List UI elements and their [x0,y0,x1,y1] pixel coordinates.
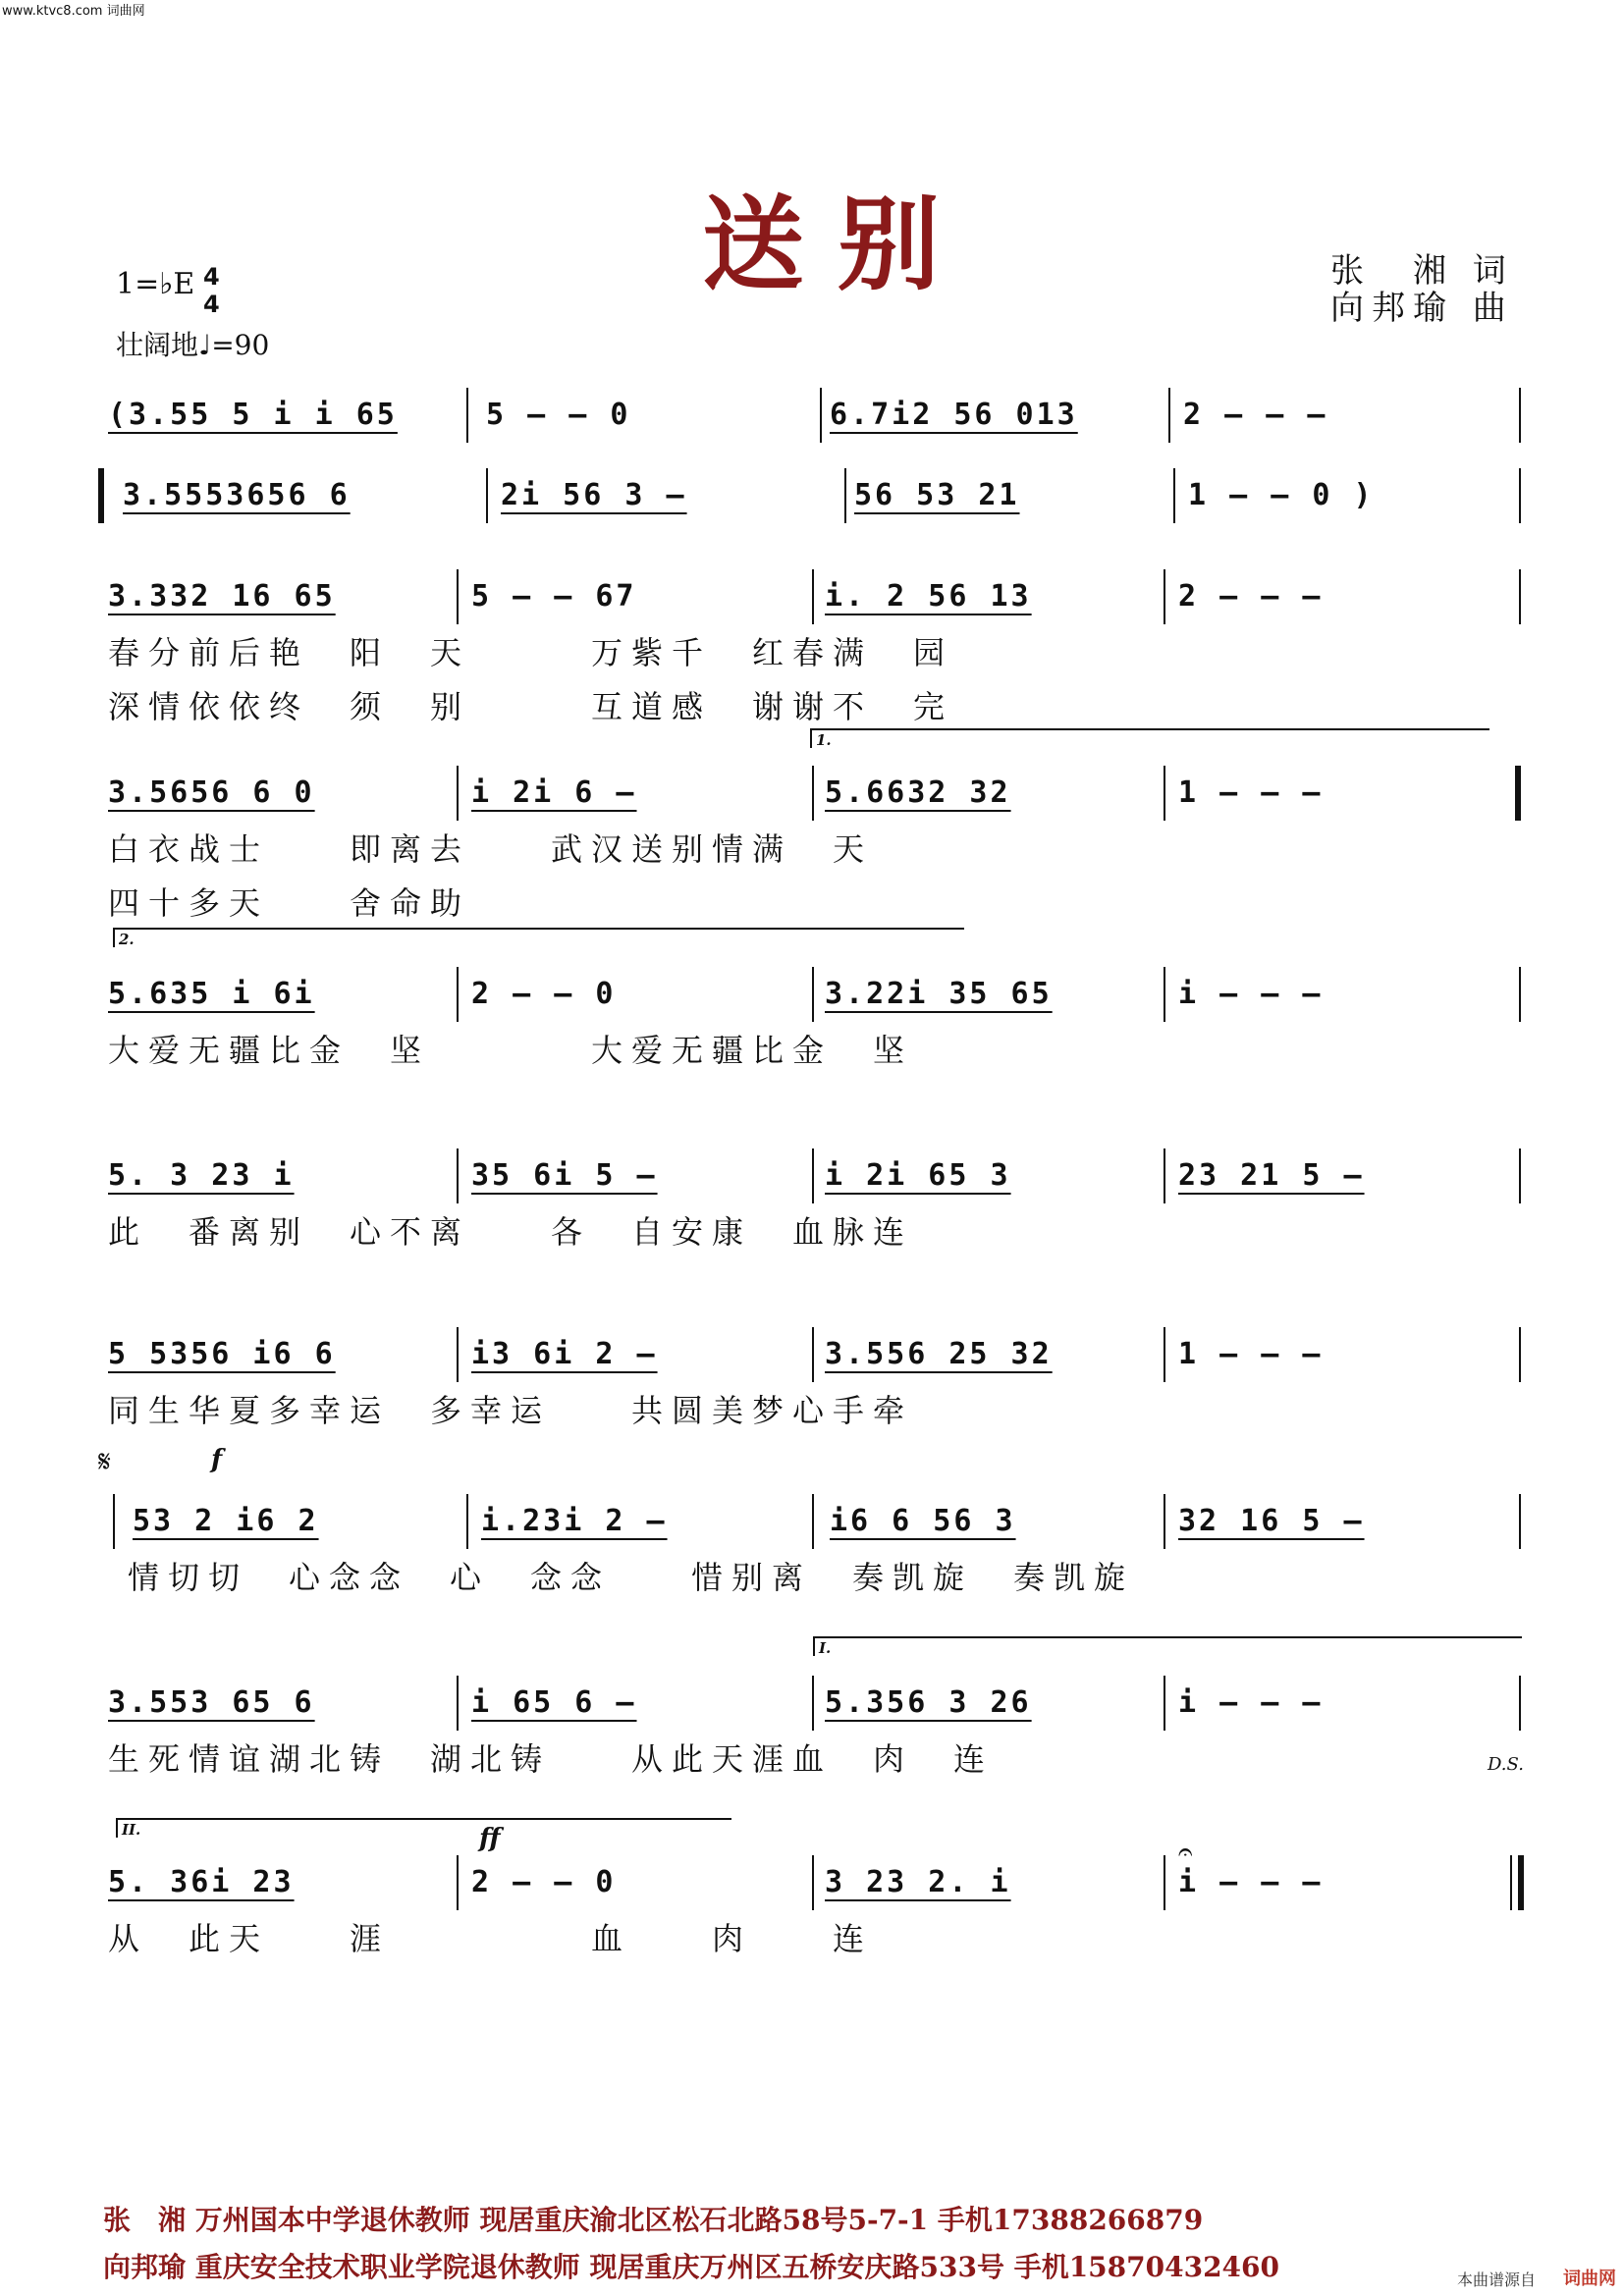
measure-2-notes: 2 – – 0 [471,977,617,1011]
measure-3-notes: 3 23 2. i [825,1865,1011,1899]
barline [812,1855,814,1910]
barline [457,1855,459,1910]
measure-1-notes: 5.635 i 6i [108,977,315,1011]
tempo-marking: 壮阔地♩=90 [116,329,270,361]
barline [457,1676,459,1731]
measure-4-notes: i – – – [1178,1685,1324,1720]
measure-3-notes: i6 6 56 3 [830,1504,1016,1538]
lyrics-verse-2: 四十多天 舍命助 [108,884,471,922]
barline [1164,766,1165,821]
segno-sign: 𝄋 [98,1445,111,1479]
barline [457,569,459,624]
measure-1-notes: 3.553 65 6 [108,1685,315,1720]
measure-3-notes: 5.356 3 26 [825,1685,1032,1720]
barline [1164,569,1165,624]
measure-2-notes: 35 6i 5 – [471,1158,658,1193]
barline [1164,1855,1165,1910]
barline [1519,1676,1521,1731]
measure-2-notes: i.23i 2 – [481,1504,668,1538]
barline [1164,1494,1165,1549]
lyrics-verse-1: 情切切 心念念 心 念念 惜别离 奏凯旋 奏凯旋 [128,1559,1135,1596]
volta-2-label: 2. [119,931,135,948]
lyrics-verse-1: 同生华夏多幸运 多幸运 共圆美梦心手牵 [108,1392,914,1429]
measure-4-notes: 1 – – – [1178,1337,1324,1371]
barline [1519,388,1521,443]
barline [1519,569,1521,624]
measure-1-notes: 5. 36i 23 [108,1865,295,1899]
barline [812,1327,814,1382]
barline [466,388,468,443]
barline [812,569,814,624]
final-barline [1518,1855,1524,1910]
measure-1-notes: 3.5656 6 0 [108,775,315,810]
barline [1519,967,1521,1022]
lyrics-verse-1: 从 此天 涯 血 肉 连 [108,1920,874,1957]
measure-3-notes: 3.22i 35 65 [825,977,1053,1011]
barline [1519,468,1521,523]
key-signature: 1=♭E [116,267,195,301]
measure-1-notes: (3.55 5 i i 65 [108,398,398,432]
barline [812,1676,814,1731]
repeat-end-barline [1515,766,1521,821]
lyrics-verse-1: 生死情谊湖北铸 湖北铸 从此天涯血 肉 连 [108,1740,995,1778]
dal-segno-marking: D.S. [1488,1754,1524,1775]
composer-credit: 向邦瑜 曲 [1330,289,1514,328]
footer-author-info-1: 张 湘 万州国本中学退休教师 现居重庆渝北区松石北路58号5-7-1 手机17388266879 [103,2204,1204,2236]
dynamic-ff: ff [479,1824,501,1853]
measure-4-notes: 1 – – 0 ) [1188,478,1375,512]
measure-2-notes: i 2i 6 – [471,775,637,810]
lyrics-verse-2: 深情依依终 须 别 互道感 谢谢不 完 [108,688,954,725]
barline [1164,967,1165,1022]
barline [457,1148,459,1203]
barline [1519,1494,1521,1549]
time-signature-bottom: 4 [203,291,220,318]
lyrics-verse-1: 大爱无疆比金 坚 大爱无疆比金 坚 [108,1032,914,1069]
measure-3-notes: 6.7i2 56 013 [830,398,1078,432]
barline [844,468,846,523]
repeat-start-barline [98,468,104,523]
measure-2-notes: 5 – – 0 [486,398,631,432]
measure-1-notes: 3.5553656 6 [123,478,351,512]
volta-II-bracket [116,1818,731,1838]
barline [1510,1855,1512,1910]
site-watermark: www.ktvc8.com 词曲网 [2,4,145,19]
footer-source-label: 本曲谱源自 [1456,2270,1536,2289]
volta-1-label: 1. [816,731,832,749]
barline [1519,1148,1521,1203]
measure-3-notes: 56 53 21 [854,478,1020,512]
time-signature-top: 4 [203,263,220,291]
measure-3-notes: 3.556 25 32 [825,1337,1053,1371]
site-logo: 词曲网 [1563,2269,1616,2289]
barline [812,1494,814,1549]
barline [812,1148,814,1203]
footer-author-info-2: 向邦瑜 重庆安全技术职业学院退休教师 现居重庆万州区五桥安庆路533号 手机15870432460 [103,2251,1280,2283]
measure-2-notes: 5 – – 67 [471,579,637,614]
measure-1-notes: 53 2 i6 2 [133,1504,319,1538]
barline [457,766,459,821]
volta-I-bracket [813,1636,1522,1656]
barline [1519,1327,1521,1382]
lyrics-verse-1: 白衣战士 即离去 武汉送别情满 天 [108,830,874,868]
measure-1-notes: 3.332 16 65 [108,579,336,614]
volta-1-bracket [810,728,1489,748]
measure-2-notes: i 65 6 – [471,1685,637,1720]
measure-4-notes: 2 – – – [1178,579,1324,614]
dynamic-f: f [211,1445,223,1474]
barline [1164,1327,1165,1382]
barline [820,388,822,443]
fermata-icon: 𝄐 [1178,1838,1193,1867]
measure-3-notes: i 2i 65 3 [825,1158,1011,1193]
barline [1173,468,1175,523]
volta-II-label: II. [122,1821,141,1839]
measure-2-notes: 2 – – 0 [471,1865,617,1899]
measure-4-notes: 32 16 5 – [1178,1504,1365,1538]
barline [812,967,814,1022]
barline [1164,1676,1165,1731]
measure-4-notes: 2 – – – [1183,398,1328,432]
volta-I-label: I. [819,1639,832,1657]
measure-2-notes: 2i 56 3 – [501,478,687,512]
barline [457,967,459,1022]
barline [486,468,488,523]
measure-4-notes: i – – – [1178,1865,1324,1899]
measure-4-notes: 23 21 5 – [1178,1158,1365,1193]
lyrics-verse-1: 春分前后艳 阳 天 万紫千 红春满 园 [108,634,954,671]
song-title: 送别 [702,184,974,304]
lyricist-credit: 张 湘 词 [1330,251,1514,291]
measure-3-notes: i. 2 56 13 [825,579,1032,614]
measure-3-notes: 5.6632 32 [825,775,1011,810]
measure-1-notes: 5. 3 23 i [108,1158,295,1193]
barline [466,1494,468,1549]
lyrics-verse-1: 此 番离别 心不离 各 自安康 血脉连 [108,1213,914,1251]
barline [113,1494,115,1549]
measure-4-notes: 1 – – – [1178,775,1324,810]
measure-2-notes: i3 6i 2 – [471,1337,658,1371]
barline [1164,1148,1165,1203]
volta-2-bracket [113,928,964,947]
barline [1168,388,1170,443]
barline [812,766,814,821]
measure-4-notes: i – – – [1178,977,1324,1011]
measure-1-notes: 5 5356 i6 6 [108,1337,336,1371]
barline [457,1327,459,1382]
